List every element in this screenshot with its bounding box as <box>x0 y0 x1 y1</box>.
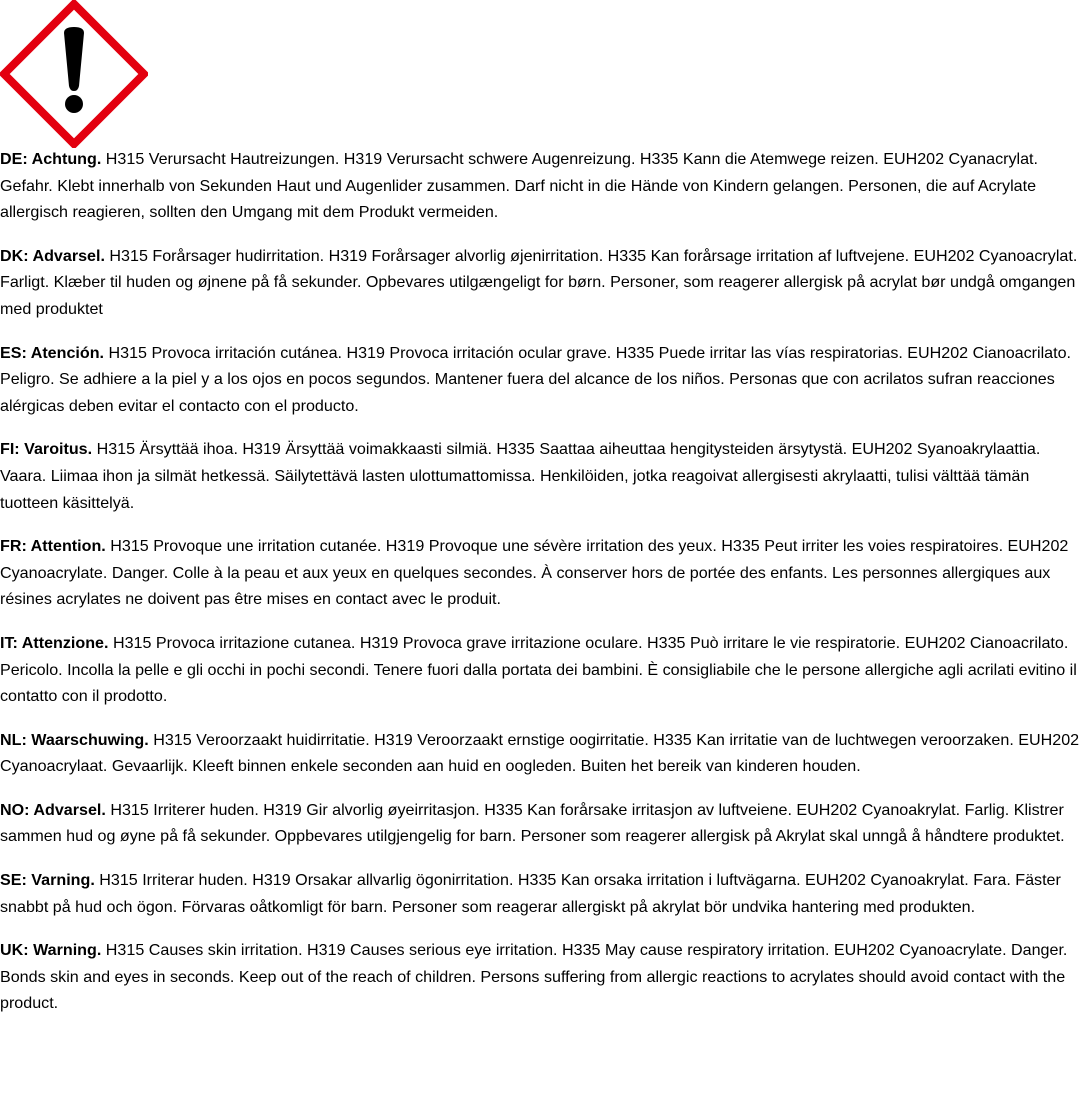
warning-heading: UK: Warning. <box>0 941 102 960</box>
warning-text: H315 Provoca irritación cutánea. H319 Provoca irritación ocular grave. H335 Puede irritar las vías respiratorias. EUH202 Cianoacrilato. Peligro. Se adhiere a la piel y a los ojos en pocos segundos. Mantener fuera del alcance de los niños. Personas que con acrilatos sufran reacciones alérgicas deben evitar el contacto con el producto. <box>0 343 1072 415</box>
warning-heading: FR: Attention. <box>0 537 106 556</box>
warning-block-dk <box>0 243 1080 323</box>
warning-text: H315 Ärsyttää ihoa. H319 Ärsyttää voimakkaasti silmiä. H335 Saattaa aiheuttaa hengitysteiden ärsytystä. EUH202 Syanoakrylaattia. Vaara. Liimaa ihon ja silmät hetkessä. Säilytettävä lasten ulottumattomissa. Henkilöiden, jotka reagoivat allergisesti akrylaatti, tulisi välttää tämän tuotteen käsittelyä. <box>0 440 1041 512</box>
warning-heading: SE: Varning. <box>0 871 95 890</box>
warning-heading: IT: Attenzione. <box>0 633 109 652</box>
warning-text: H315 Veroorzaakt huidirritatie. H319 Veroorzaakt ernstige oogirritatie. H335 Kan irritatie van de luchtwegen veroorzaken. EUH202 Cyanoacrylaat. Gevaarlijk. Kleeft binnen enkele seconden aan huid en oogleden. Buiten het bereik van kinderen houden. <box>0 730 1080 776</box>
warning-block-fi <box>0 436 1080 516</box>
warning-heading: NO: Advarsel. <box>0 800 106 819</box>
warning-block-de <box>0 146 1080 226</box>
warning-text: H315 Irriterar huden. H319 Orsakar allvarlig ögonirritation. H335 Kan orsaka irritation i luftvägarna. EUH202 Cyanoakrylat. Fara. Fäster snabbt på hud och ögon. Förvaras oåtkomligt för barn. Personer som reagerar allergiskt på akrylat bör undvika hantering med produkten. <box>0 871 1061 916</box>
warning-text: H315 Irriterer huden. H319 Gir alvorlig øyeirritasjon. H335 Kan forårsake irritasjon av luftveiene. EUH202 Cyanoakrylat. Farlig. Klistrer sammen hud og øyne på få sekunder. Oppbevares utilgjengelig for barn. Personer som reagerer allergisk på Akrylat skal unngå å håndtere produktet. <box>0 800 1065 846</box>
warning-block-es <box>0 340 1080 420</box>
warning-heading: NL: Waarschuwing. <box>0 730 149 749</box>
warning-text: H315 Forårsager hudirritation. H319 Forårsager alvorlig øjenirritation. H335 Kan forårsage irritation af luftvejene. EUH202 Cyanoacrylat. Farligt. Klæber til huden og øjnene på få sekunder. Opbevares utilgængeligt for børn. Personer, som reagerer allergisk på acrylat bør undgå omgangen med produktet <box>0 246 1078 318</box>
ghs-exclamation-pictogram <box>0 0 148 148</box>
warning-block-it <box>0 630 1080 710</box>
warning-heading: FI: Varoitus. <box>0 440 93 459</box>
warning-text: H315 Causes skin irritation. H319 Causes serious eye irritation. H335 May cause respiratory irritation. EUH202 Cyanoacrylate. Danger. Bonds skin and eyes in seconds. Keep out of the reach of children. Persons suffering from allergic reactions to acrylates should avoid contact with the product. <box>0 941 1068 1013</box>
warning-block-se <box>0 867 1080 920</box>
warning-heading: ES: Atención. <box>0 343 105 362</box>
warning-block-no <box>0 797 1080 850</box>
exclamation-mark-hazard-icon <box>0 0 148 148</box>
warning-text: H315 Provoca irritazione cutanea. H319 Provoca grave irritazione oculare. H335 Può irritare le vie respiratorie. EUH202 Cianoacrilato. Pericolo. Incolla la pelle e gli occhi in pochi secondi. Tenere fuori dalla portata dei bambini. È consigliabile che le persone allergiche agli acrilati evitino il contatto con il prodotto. <box>0 633 1077 706</box>
warning-heading: DK: Advarsel. <box>0 246 105 265</box>
warning-heading: DE: Achtung. <box>0 150 102 168</box>
warning-text: H315 Verursacht Hautreizungen. H319 Verursacht schwere Augenreizung. H335 Kann die Atemwege reizen. EUH202 Cyanacrylat. Gefahr. Klebt innerhalb von Sekunden Haut und Augenlider zusammen. Darf nicht in die Hände von Kindern gelangen. Personen, die auf Acrylate allergisch reagieren, sollten den Umgang mit dem Produkt vermeiden. <box>0 150 1038 222</box>
warning-text: H315 Provoque une irritation cutanée. H319 Provoque une sévère irritation des yeux. H335 Peut irriter les voies respiratoires. EUH202 Cyanoacrylate. Danger. Colle à la peau et aux yeux en quelques secondes. À conserver hors de portée des enfants. Les personnes allergiques aux résines acrylates ne doivent pas être mises en contact avec le produit. <box>0 537 1069 609</box>
warning-block-fr <box>0 533 1080 613</box>
warning-block-uk <box>0 937 1080 1017</box>
hazard-statements-list <box>0 146 1080 1034</box>
warning-block-nl <box>0 727 1080 780</box>
